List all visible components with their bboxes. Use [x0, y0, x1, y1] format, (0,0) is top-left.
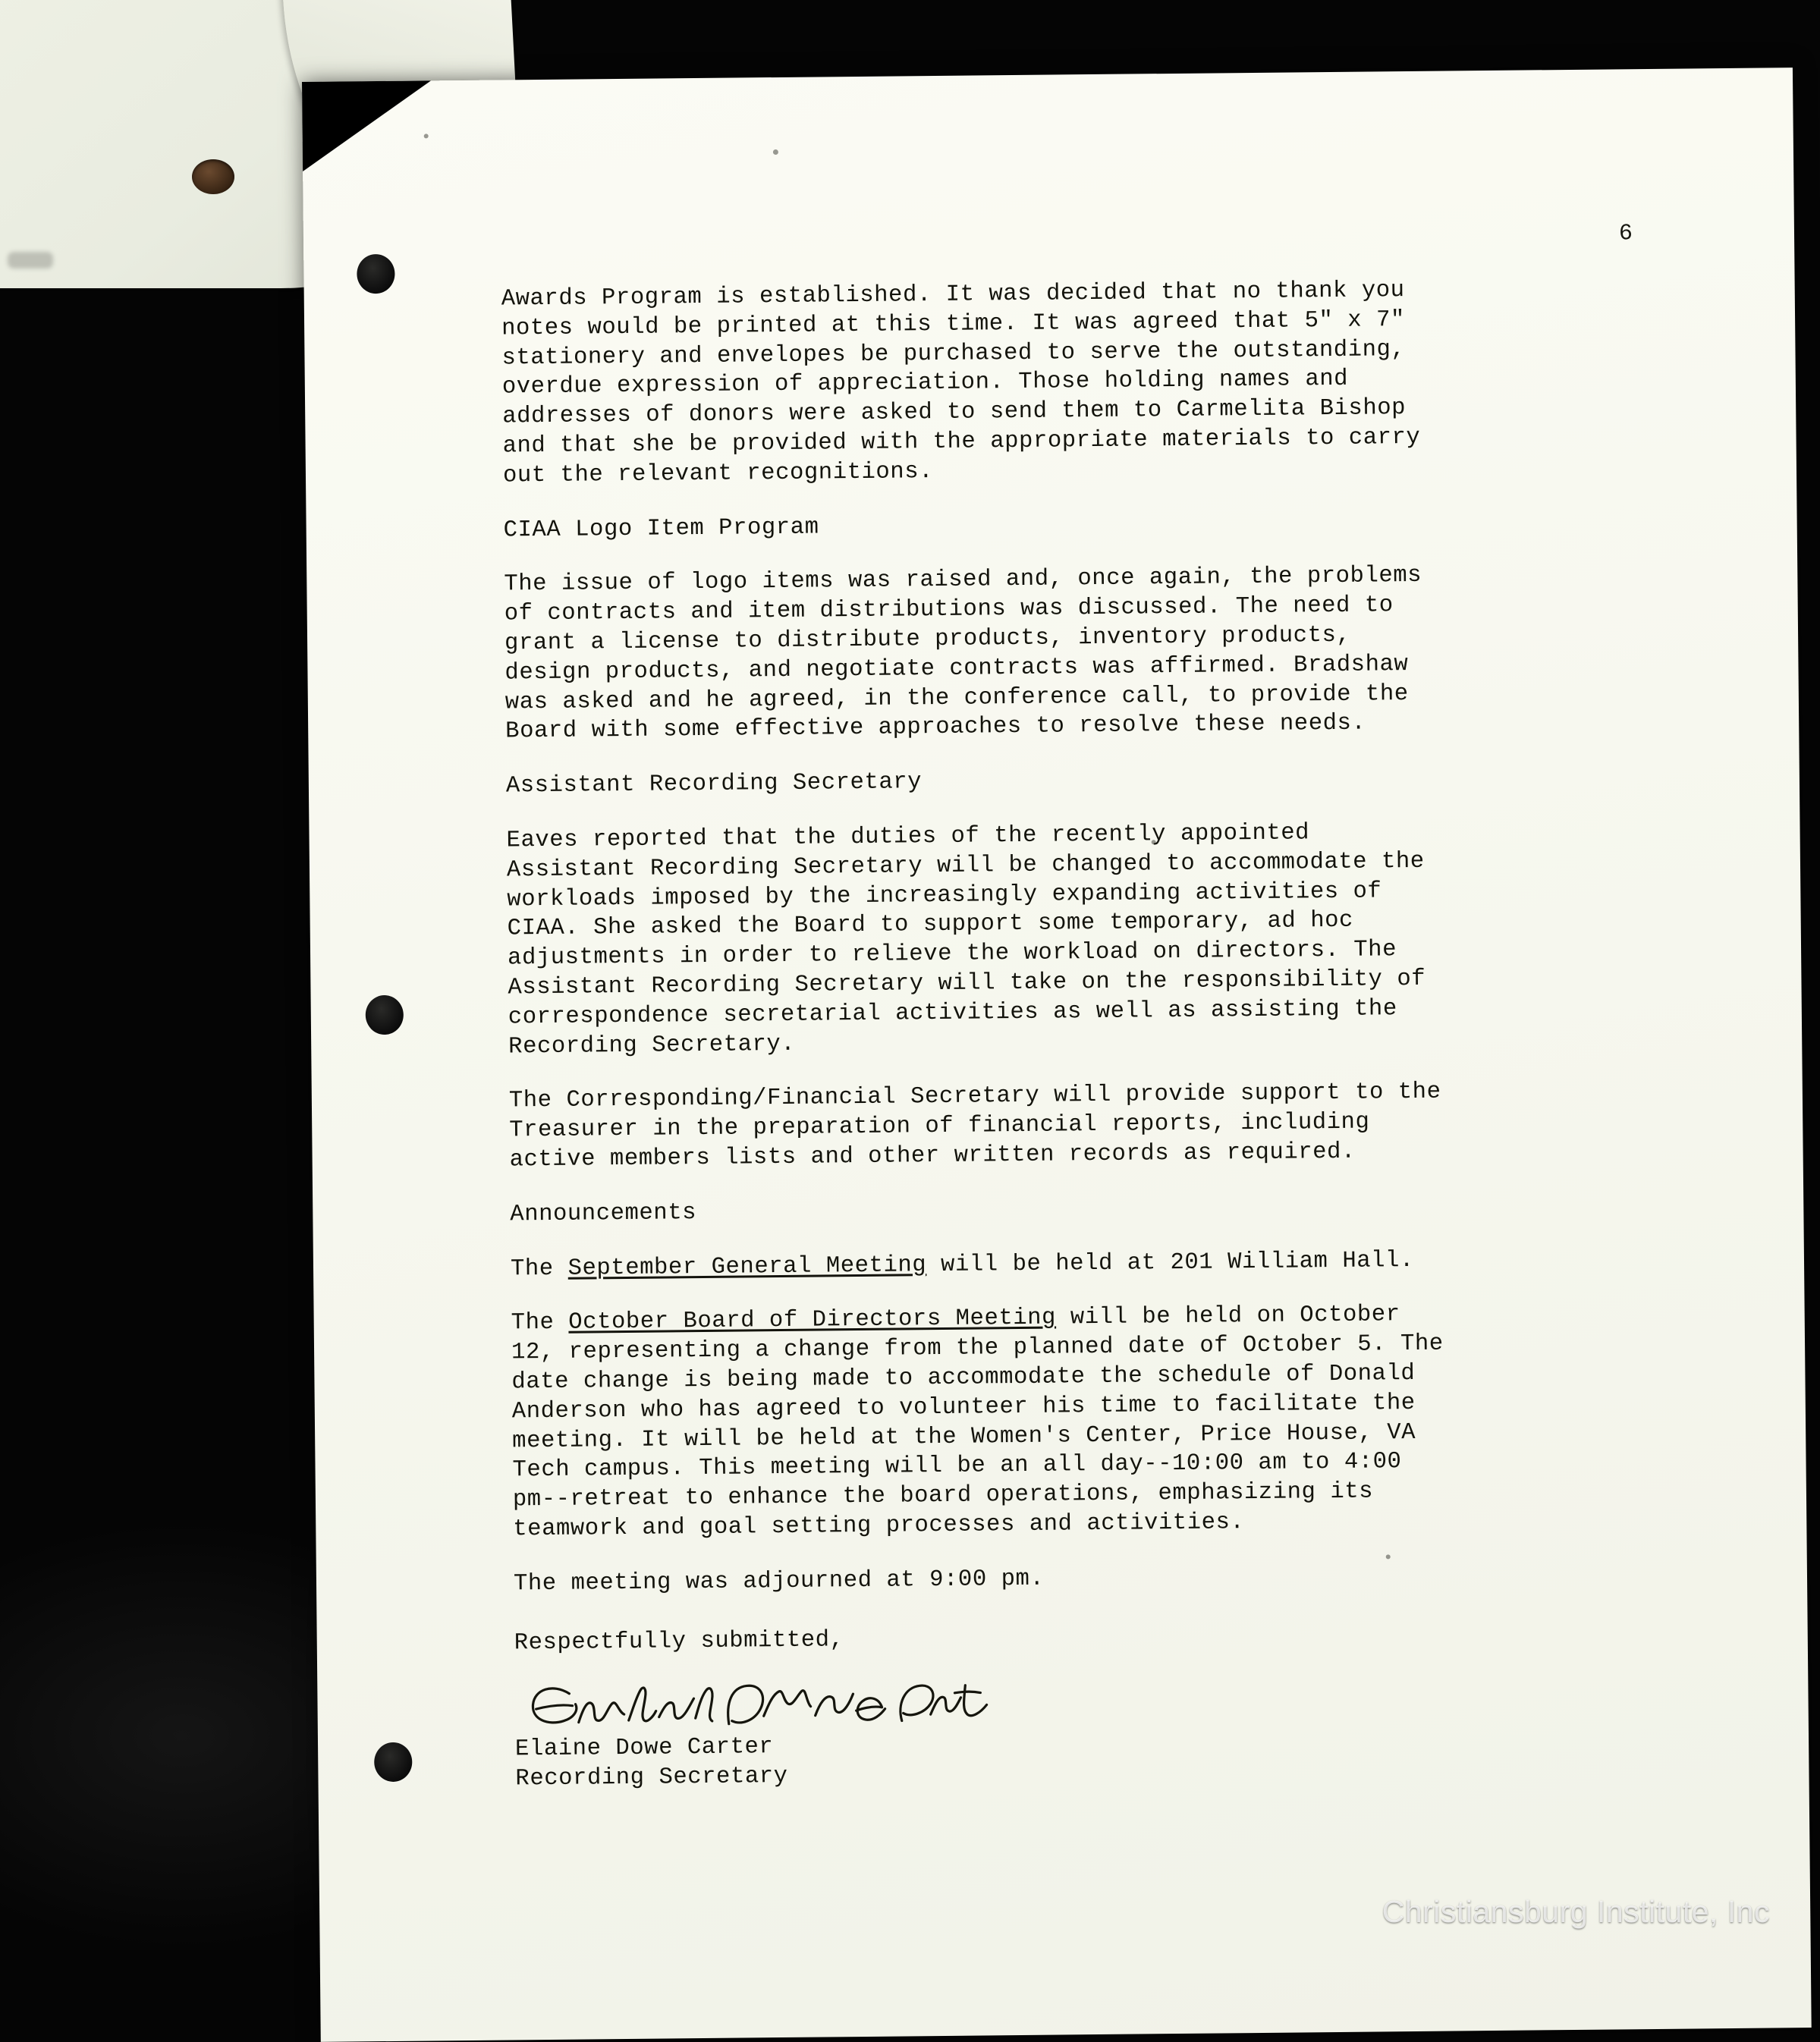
announcement-september-general-meeting	[511, 1243, 1694, 1284]
punch-hole-bottom	[374, 1742, 412, 1782]
punch-hole-middle	[366, 995, 404, 1035]
paragraph-logo-items: The issue of logo items was raised and, once again, the problems of contracts and item distributions was discussed. The need to grant a license to distribute products, inventory products, design products, and negotiate contracts was affirmed. Bradshaw was asked and he agreed, in the conference call, to provide the Board with some effective approaches to resolve these needs.	[504, 563, 1422, 745]
paragraph-awards-program: Awards Program is established. It was decided that no thank you notes would be printed at this time. It was agreed that 5" x 7" stationery and envelopes be purchased to serve the outstanding, overdue expression of appreciation. Those holding names and addresses of donors were asked to send them to Carmelita Bishop and that she be provided with the appropriate materials to carry out the relevant recognitions.	[501, 278, 1421, 489]
handwritten-signature	[514, 1673, 1699, 1739]
document-body	[501, 274, 1699, 1795]
binder-hole-back	[192, 159, 234, 194]
paragraph-adjournment: The meeting was adjourned at 9:00 pm.	[513, 1566, 1045, 1597]
heading-announcements: Announcements	[510, 1199, 697, 1228]
signature-name: Elaine Dowe Carter	[514, 1734, 774, 1763]
document-page	[302, 68, 1812, 2042]
heading-assistant-recording-secretary: Assistant Recording Secretary	[505, 769, 923, 800]
announcement-october-board-meeting	[511, 1298, 1697, 1544]
announcement-2-lead: The	[511, 1310, 569, 1337]
punch-hole-top	[357, 254, 394, 294]
paper-speck	[424, 134, 429, 138]
announcement-2-rest: will be held on October 12, representing a change from the planned date of October 5. The date change is being made to accommodate the schedule of Donald Anderson who has agreed to volunteer his time to facilitate the meeting. It will be held at the Women's Center, Price House, VA Tech campus. This meeting will be an all day--10:00 am to 4:00 pm--retreat to enhance the board operations, emphasizing its teamwork and goal setting processes and activities.	[511, 1302, 1444, 1543]
paragraph-corresponding-financial-secretary: The Corresponding/Financial Secretary will provide support to the Treasurer in the preparation of financial reports, including active members lists and other written records as required.	[508, 1079, 1441, 1173]
paper-speck	[773, 149, 778, 155]
announcement-1-rest: will be held at 201 William Hall.	[926, 1247, 1415, 1278]
signature-title: Recording Secretary	[515, 1764, 788, 1792]
heading-ciaa-logo-item-program: CIAA Logo Item Program	[503, 514, 819, 544]
paragraph-eaves-report: Eaves reported that the duties of the recently appointed Assistant Recording Secretary will be changed to accommodate the workloads imposed by the increasingly expanding activities of CIAA. She asked the Board to support some temporary, ad hoc adjustments in order to relieve the workload on directors. The Assistant Recording Secretary will take on the responsibility of correspondence secretarial activities as well as assisting the Recording Secretary.	[506, 820, 1426, 1060]
announcement-1-lead: The	[510, 1255, 568, 1282]
watermark-label: Christiansburg Institute, Inc	[1382, 1894, 1770, 1929]
page-cut-corner	[302, 80, 432, 171]
paper-smudge	[8, 252, 53, 269]
announcement-2-underlined-title: October Board of Directors Meeting	[568, 1305, 1057, 1337]
closing-line: Respectfully submitted,	[514, 1627, 844, 1657]
announcement-1-underlined-title: September General Meeting	[567, 1252, 927, 1282]
page-number: 6	[1618, 221, 1634, 247]
